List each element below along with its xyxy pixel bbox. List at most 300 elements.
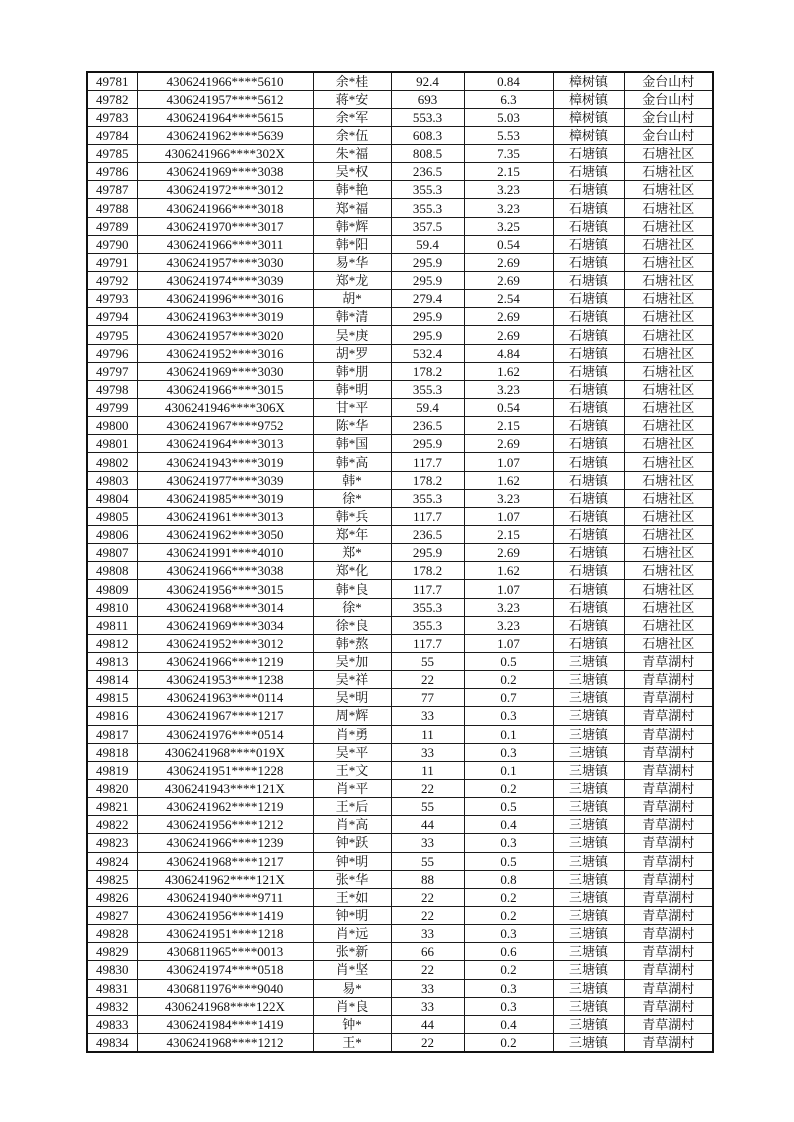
cell-id-number: 4306241966****3015 bbox=[137, 380, 313, 398]
cell-name: 肖*平 bbox=[313, 779, 391, 797]
cell-area: 0.4 bbox=[464, 1015, 553, 1033]
table-row bbox=[87, 725, 713, 743]
cell-village: 青草湖村 bbox=[624, 816, 713, 834]
cell-amount: 33 bbox=[391, 834, 464, 852]
cell-sequence-number: 49816 bbox=[87, 707, 137, 725]
cell-sequence-number: 49808 bbox=[87, 562, 137, 580]
cell-village: 石塘社区 bbox=[624, 399, 713, 417]
cell-name: 韩*国 bbox=[313, 435, 391, 453]
cell-amount: 357.5 bbox=[391, 217, 464, 235]
cell-name: 张*华 bbox=[313, 870, 391, 888]
cell-id-number: 4306241984****1419 bbox=[137, 1015, 313, 1033]
cell-town: 三塘镇 bbox=[553, 888, 624, 906]
cell-id-number: 4306241943****3019 bbox=[137, 453, 313, 471]
cell-amount: 295.9 bbox=[391, 308, 464, 326]
cell-amount: 117.7 bbox=[391, 507, 464, 525]
cell-id-number: 4306241966****3011 bbox=[137, 235, 313, 253]
cell-id-number: 4306241968****3014 bbox=[137, 598, 313, 616]
cell-name: 韩*清 bbox=[313, 308, 391, 326]
cell-id-number: 4306241966****3018 bbox=[137, 199, 313, 217]
table-row bbox=[87, 507, 713, 525]
cell-town: 石塘镇 bbox=[553, 417, 624, 435]
cell-village: 青草湖村 bbox=[624, 671, 713, 689]
cell-area: 0.3 bbox=[464, 979, 553, 997]
cell-sequence-number: 49813 bbox=[87, 653, 137, 671]
cell-id-number: 4306241962****5639 bbox=[137, 126, 313, 144]
cell-area: 0.54 bbox=[464, 399, 553, 417]
cell-town: 三塘镇 bbox=[553, 743, 624, 761]
cell-area: 0.2 bbox=[464, 671, 553, 689]
cell-area: 1.07 bbox=[464, 634, 553, 652]
cell-area: 2.15 bbox=[464, 163, 553, 181]
cell-name: 钟*跃 bbox=[313, 834, 391, 852]
table-row bbox=[87, 326, 713, 344]
cell-village: 青草湖村 bbox=[624, 725, 713, 743]
table-row bbox=[87, 145, 713, 163]
cell-village: 青草湖村 bbox=[624, 888, 713, 906]
cell-amount: 355.3 bbox=[391, 181, 464, 199]
cell-amount: 178.2 bbox=[391, 362, 464, 380]
cell-village: 青草湖村 bbox=[624, 707, 713, 725]
cell-amount: 11 bbox=[391, 725, 464, 743]
cell-amount: 532.4 bbox=[391, 344, 464, 362]
table-row bbox=[87, 90, 713, 108]
cell-amount: 355.3 bbox=[391, 380, 464, 398]
cell-id-number: 4306241976****0514 bbox=[137, 725, 313, 743]
table-row bbox=[87, 308, 713, 326]
cell-id-number: 4306241963****0114 bbox=[137, 689, 313, 707]
cell-name: 陈*华 bbox=[313, 417, 391, 435]
cell-amount: 33 bbox=[391, 997, 464, 1015]
cell-town: 石塘镇 bbox=[553, 634, 624, 652]
cell-id-number: 4306241956****1419 bbox=[137, 906, 313, 924]
cell-village: 石塘社区 bbox=[624, 598, 713, 616]
cell-id-number: 4306241974****3039 bbox=[137, 272, 313, 290]
cell-area: 0.1 bbox=[464, 725, 553, 743]
cell-area: 0.2 bbox=[464, 888, 553, 906]
cell-name: 韩*高 bbox=[313, 453, 391, 471]
table-row bbox=[87, 979, 713, 997]
cell-name: 朱*福 bbox=[313, 145, 391, 163]
table-row bbox=[87, 163, 713, 181]
cell-amount: 59.4 bbox=[391, 399, 464, 417]
cell-id-number: 4306241957****3030 bbox=[137, 253, 313, 271]
table-row bbox=[87, 453, 713, 471]
table-row bbox=[87, 72, 713, 90]
cell-id-number: 4306241956****3015 bbox=[137, 580, 313, 598]
cell-id-number: 4306241943****121X bbox=[137, 779, 313, 797]
cell-town: 三塘镇 bbox=[553, 689, 624, 707]
cell-town: 樟树镇 bbox=[553, 126, 624, 144]
cell-sequence-number: 49824 bbox=[87, 852, 137, 870]
table-row bbox=[87, 253, 713, 271]
cell-town: 石塘镇 bbox=[553, 253, 624, 271]
cell-id-number: 4306811976****9040 bbox=[137, 979, 313, 997]
cell-name: 吴*庚 bbox=[313, 326, 391, 344]
cell-name: 余*军 bbox=[313, 108, 391, 126]
cell-village: 石塘社区 bbox=[624, 217, 713, 235]
cell-village: 石塘社区 bbox=[624, 181, 713, 199]
cell-sequence-number: 49789 bbox=[87, 217, 137, 235]
table-row bbox=[87, 798, 713, 816]
cell-area: 4.84 bbox=[464, 344, 553, 362]
cell-town: 三塘镇 bbox=[553, 816, 624, 834]
cell-town: 石塘镇 bbox=[553, 217, 624, 235]
cell-sequence-number: 49799 bbox=[87, 399, 137, 417]
cell-village: 青草湖村 bbox=[624, 779, 713, 797]
cell-amount: 117.7 bbox=[391, 634, 464, 652]
cell-name: 易* bbox=[313, 979, 391, 997]
cell-name: 肖*高 bbox=[313, 816, 391, 834]
cell-id-number: 4306241972****3012 bbox=[137, 181, 313, 199]
cell-id-number: 4306241967****9752 bbox=[137, 417, 313, 435]
cell-area: 2.69 bbox=[464, 435, 553, 453]
cell-town: 三塘镇 bbox=[553, 779, 624, 797]
table-row bbox=[87, 689, 713, 707]
cell-town: 石塘镇 bbox=[553, 489, 624, 507]
cell-village: 青草湖村 bbox=[624, 798, 713, 816]
cell-amount: 295.9 bbox=[391, 326, 464, 344]
cell-village: 石塘社区 bbox=[624, 435, 713, 453]
cell-sequence-number: 49826 bbox=[87, 888, 137, 906]
cell-name: 余*桂 bbox=[313, 72, 391, 90]
cell-town: 石塘镇 bbox=[553, 326, 624, 344]
cell-name: 钟* bbox=[313, 1015, 391, 1033]
cell-amount: 66 bbox=[391, 943, 464, 961]
cell-town: 三塘镇 bbox=[553, 834, 624, 852]
cell-town: 石塘镇 bbox=[553, 362, 624, 380]
cell-id-number: 4306241966****1239 bbox=[137, 834, 313, 852]
cell-sequence-number: 49825 bbox=[87, 870, 137, 888]
cell-town: 三塘镇 bbox=[553, 707, 624, 725]
cell-amount: 22 bbox=[391, 906, 464, 924]
cell-town: 三塘镇 bbox=[553, 906, 624, 924]
cell-id-number: 4306241985****3019 bbox=[137, 489, 313, 507]
cell-town: 石塘镇 bbox=[553, 163, 624, 181]
cell-sequence-number: 49833 bbox=[87, 1015, 137, 1033]
cell-village: 石塘社区 bbox=[624, 616, 713, 634]
cell-area: 0.3 bbox=[464, 707, 553, 725]
cell-amount: 33 bbox=[391, 979, 464, 997]
table-row bbox=[87, 217, 713, 235]
cell-sequence-number: 49794 bbox=[87, 308, 137, 326]
cell-id-number: 4306241968****1212 bbox=[137, 1033, 313, 1051]
cell-area: 0.3 bbox=[464, 925, 553, 943]
table-body bbox=[87, 72, 713, 1052]
cell-town: 石塘镇 bbox=[553, 235, 624, 253]
cell-name: 张*新 bbox=[313, 943, 391, 961]
cell-amount: 295.9 bbox=[391, 435, 464, 453]
cell-village: 石塘社区 bbox=[624, 380, 713, 398]
cell-amount: 295.9 bbox=[391, 544, 464, 562]
cell-village: 石塘社区 bbox=[624, 417, 713, 435]
cell-area: 2.15 bbox=[464, 417, 553, 435]
cell-village: 石塘社区 bbox=[624, 634, 713, 652]
cell-village: 青草湖村 bbox=[624, 961, 713, 979]
cell-sequence-number: 49829 bbox=[87, 943, 137, 961]
cell-town: 石塘镇 bbox=[553, 344, 624, 362]
cell-area: 2.69 bbox=[464, 272, 553, 290]
cell-id-number: 4306241964****5615 bbox=[137, 108, 313, 126]
cell-village: 青草湖村 bbox=[624, 852, 713, 870]
cell-sequence-number: 49795 bbox=[87, 326, 137, 344]
cell-sequence-number: 49810 bbox=[87, 598, 137, 616]
cell-amount: 608.3 bbox=[391, 126, 464, 144]
cell-area: 0.2 bbox=[464, 906, 553, 924]
cell-village: 石塘社区 bbox=[624, 580, 713, 598]
cell-village: 青草湖村 bbox=[624, 653, 713, 671]
table-row bbox=[87, 653, 713, 671]
cell-village: 石塘社区 bbox=[624, 199, 713, 217]
cell-id-number: 4306241962****121X bbox=[137, 870, 313, 888]
cell-name: 郑*龙 bbox=[313, 272, 391, 290]
cell-amount: 117.7 bbox=[391, 580, 464, 598]
table-row bbox=[87, 235, 713, 253]
cell-id-number: 4306241952****3012 bbox=[137, 634, 313, 652]
cell-village: 青草湖村 bbox=[624, 943, 713, 961]
cell-town: 石塘镇 bbox=[553, 562, 624, 580]
cell-village: 石塘社区 bbox=[624, 471, 713, 489]
cell-village: 金台山村 bbox=[624, 108, 713, 126]
table-row bbox=[87, 526, 713, 544]
cell-sequence-number: 49800 bbox=[87, 417, 137, 435]
cell-area: 1.07 bbox=[464, 507, 553, 525]
cell-area: 0.3 bbox=[464, 834, 553, 852]
table-row bbox=[87, 435, 713, 453]
cell-id-number: 4306241966****302X bbox=[137, 145, 313, 163]
table-row bbox=[87, 362, 713, 380]
cell-area: 3.23 bbox=[464, 380, 553, 398]
cell-amount: 117.7 bbox=[391, 453, 464, 471]
cell-name: 王* bbox=[313, 1033, 391, 1051]
cell-id-number: 4306241940****9711 bbox=[137, 888, 313, 906]
cell-amount: 355.3 bbox=[391, 489, 464, 507]
cell-name: 郑*化 bbox=[313, 562, 391, 580]
table-row bbox=[87, 671, 713, 689]
cell-sequence-number: 49787 bbox=[87, 181, 137, 199]
table-row bbox=[87, 1033, 713, 1051]
cell-sequence-number: 49783 bbox=[87, 108, 137, 126]
cell-name: 肖*远 bbox=[313, 925, 391, 943]
cell-area: 1.62 bbox=[464, 362, 553, 380]
cell-town: 樟树镇 bbox=[553, 108, 624, 126]
cell-id-number: 4306241969****3038 bbox=[137, 163, 313, 181]
cell-sequence-number: 49809 bbox=[87, 580, 137, 598]
cell-name: 吴*明 bbox=[313, 689, 391, 707]
cell-sequence-number: 49814 bbox=[87, 671, 137, 689]
table-row bbox=[87, 344, 713, 362]
cell-amount: 59.4 bbox=[391, 235, 464, 253]
cell-area: 0.54 bbox=[464, 235, 553, 253]
cell-name: 胡* bbox=[313, 290, 391, 308]
cell-village: 青草湖村 bbox=[624, 997, 713, 1015]
cell-name: 钟*明 bbox=[313, 906, 391, 924]
cell-area: 3.23 bbox=[464, 199, 553, 217]
cell-sequence-number: 49788 bbox=[87, 199, 137, 217]
cell-area: 0.5 bbox=[464, 798, 553, 816]
cell-sequence-number: 49817 bbox=[87, 725, 137, 743]
cell-name: 韩*阳 bbox=[313, 235, 391, 253]
cell-id-number: 4306241962****3050 bbox=[137, 526, 313, 544]
cell-village: 石塘社区 bbox=[624, 526, 713, 544]
cell-name: 徐* bbox=[313, 598, 391, 616]
cell-name: 吴*平 bbox=[313, 743, 391, 761]
table-row bbox=[87, 272, 713, 290]
cell-area: 5.53 bbox=[464, 126, 553, 144]
cell-area: 3.23 bbox=[464, 489, 553, 507]
cell-id-number: 4306241963****3019 bbox=[137, 308, 313, 326]
cell-town: 石塘镇 bbox=[553, 471, 624, 489]
cell-amount: 22 bbox=[391, 671, 464, 689]
cell-area: 1.62 bbox=[464, 471, 553, 489]
cell-id-number: 4306241957****5612 bbox=[137, 90, 313, 108]
cell-amount: 279.4 bbox=[391, 290, 464, 308]
cell-town: 石塘镇 bbox=[553, 308, 624, 326]
table-row bbox=[87, 634, 713, 652]
cell-id-number: 4306241962****1219 bbox=[137, 798, 313, 816]
cell-id-number: 4306241977****3039 bbox=[137, 471, 313, 489]
cell-amount: 33 bbox=[391, 925, 464, 943]
cell-area: 2.69 bbox=[464, 326, 553, 344]
cell-name: 易*华 bbox=[313, 253, 391, 271]
table-row bbox=[87, 471, 713, 489]
table-row bbox=[87, 380, 713, 398]
cell-name: 王*文 bbox=[313, 761, 391, 779]
table-row bbox=[87, 870, 713, 888]
cell-id-number: 4306241961****3013 bbox=[137, 507, 313, 525]
table-row bbox=[87, 816, 713, 834]
cell-area: 1.62 bbox=[464, 562, 553, 580]
cell-village: 石塘社区 bbox=[624, 163, 713, 181]
cell-amount: 553.3 bbox=[391, 108, 464, 126]
cell-name: 韩*良 bbox=[313, 580, 391, 598]
cell-id-number: 4306241969****3034 bbox=[137, 616, 313, 634]
table-row bbox=[87, 852, 713, 870]
table-row bbox=[87, 199, 713, 217]
cell-town: 三塘镇 bbox=[553, 979, 624, 997]
cell-id-number: 4306241974****0518 bbox=[137, 961, 313, 979]
cell-id-number: 4306241966****1219 bbox=[137, 653, 313, 671]
cell-area: 2.54 bbox=[464, 290, 553, 308]
table-row bbox=[87, 961, 713, 979]
cell-amount: 77 bbox=[391, 689, 464, 707]
cell-id-number: 4306241951****1218 bbox=[137, 925, 313, 943]
cell-amount: 355.3 bbox=[391, 598, 464, 616]
cell-id-number: 4306241968****019X bbox=[137, 743, 313, 761]
cell-name: 肖*勇 bbox=[313, 725, 391, 743]
cell-name: 韩*明 bbox=[313, 380, 391, 398]
cell-area: 3.25 bbox=[464, 217, 553, 235]
table-row bbox=[87, 761, 713, 779]
cell-area: 1.07 bbox=[464, 580, 553, 598]
cell-town: 三塘镇 bbox=[553, 925, 624, 943]
cell-area: 0.7 bbox=[464, 689, 553, 707]
cell-sequence-number: 49812 bbox=[87, 634, 137, 652]
cell-id-number: 4306241951****1228 bbox=[137, 761, 313, 779]
cell-amount: 295.9 bbox=[391, 253, 464, 271]
cell-id-number: 4306241996****3016 bbox=[137, 290, 313, 308]
cell-town: 三塘镇 bbox=[553, 997, 624, 1015]
cell-sequence-number: 49793 bbox=[87, 290, 137, 308]
cell-town: 石塘镇 bbox=[553, 616, 624, 634]
subsidy-list-table bbox=[86, 71, 714, 1053]
cell-name: 余*伍 bbox=[313, 126, 391, 144]
cell-amount: 22 bbox=[391, 961, 464, 979]
cell-village: 石塘社区 bbox=[624, 253, 713, 271]
cell-sequence-number: 49792 bbox=[87, 272, 137, 290]
cell-village: 石塘社区 bbox=[624, 308, 713, 326]
cell-name: 甘*平 bbox=[313, 399, 391, 417]
cell-amount: 693 bbox=[391, 90, 464, 108]
cell-sequence-number: 49797 bbox=[87, 362, 137, 380]
cell-village: 石塘社区 bbox=[624, 326, 713, 344]
table-row bbox=[87, 707, 713, 725]
cell-sequence-number: 49819 bbox=[87, 761, 137, 779]
cell-village: 青草湖村 bbox=[624, 979, 713, 997]
cell-area: 2.15 bbox=[464, 526, 553, 544]
cell-sequence-number: 49818 bbox=[87, 743, 137, 761]
cell-area: 3.23 bbox=[464, 616, 553, 634]
cell-name: 吴*加 bbox=[313, 653, 391, 671]
table-row bbox=[87, 181, 713, 199]
cell-village: 石塘社区 bbox=[624, 489, 713, 507]
cell-amount: 55 bbox=[391, 653, 464, 671]
cell-id-number: 4306241953****1238 bbox=[137, 671, 313, 689]
cell-sequence-number: 49828 bbox=[87, 925, 137, 943]
cell-area: 0.6 bbox=[464, 943, 553, 961]
cell-name: 蒋*安 bbox=[313, 90, 391, 108]
cell-area: 0.3 bbox=[464, 997, 553, 1015]
cell-village: 石塘社区 bbox=[624, 362, 713, 380]
cell-town: 樟树镇 bbox=[553, 72, 624, 90]
cell-amount: 808.5 bbox=[391, 145, 464, 163]
cell-area: 3.23 bbox=[464, 598, 553, 616]
cell-id-number: 4306241957****3020 bbox=[137, 326, 313, 344]
cell-name: 韩*兵 bbox=[313, 507, 391, 525]
table-row bbox=[87, 925, 713, 943]
cell-amount: 55 bbox=[391, 852, 464, 870]
cell-area: 2.69 bbox=[464, 308, 553, 326]
cell-sequence-number: 49781 bbox=[87, 72, 137, 90]
table-row bbox=[87, 108, 713, 126]
cell-village: 石塘社区 bbox=[624, 272, 713, 290]
cell-town: 石塘镇 bbox=[553, 544, 624, 562]
cell-village: 金台山村 bbox=[624, 90, 713, 108]
cell-town: 石塘镇 bbox=[553, 453, 624, 471]
cell-sequence-number: 49796 bbox=[87, 344, 137, 362]
cell-town: 樟树镇 bbox=[553, 90, 624, 108]
cell-sequence-number: 49823 bbox=[87, 834, 137, 852]
cell-name: 郑*年 bbox=[313, 526, 391, 544]
cell-id-number: 4306241956****1212 bbox=[137, 816, 313, 834]
cell-amount: 295.9 bbox=[391, 272, 464, 290]
cell-name: 钟*明 bbox=[313, 852, 391, 870]
cell-amount: 22 bbox=[391, 1033, 464, 1051]
cell-village: 青草湖村 bbox=[624, 1033, 713, 1051]
table-row bbox=[87, 888, 713, 906]
cell-town: 石塘镇 bbox=[553, 145, 624, 163]
cell-sequence-number: 49806 bbox=[87, 526, 137, 544]
cell-amount: 44 bbox=[391, 1015, 464, 1033]
cell-name: 郑*福 bbox=[313, 199, 391, 217]
cell-name: 胡*罗 bbox=[313, 344, 391, 362]
cell-town: 石塘镇 bbox=[553, 580, 624, 598]
cell-town: 三塘镇 bbox=[553, 1015, 624, 1033]
cell-town: 石塘镇 bbox=[553, 181, 624, 199]
cell-area: 6.3 bbox=[464, 90, 553, 108]
cell-area: 7.35 bbox=[464, 145, 553, 163]
table-row bbox=[87, 489, 713, 507]
